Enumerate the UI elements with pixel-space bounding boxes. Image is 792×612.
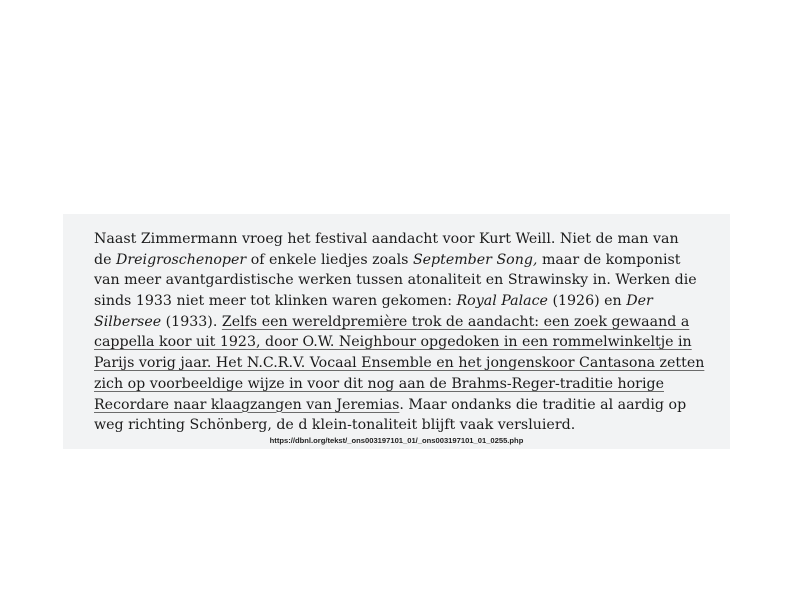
- paragraph-line: [94, 332, 709, 353]
- paragraph-line: [94, 395, 709, 416]
- text-segment: sinds 1933 niet meer tot klinken waren gekomen:: [94, 293, 457, 310]
- highlighted-passage: Zelfs een wereldpremière trok de aandacht: een zoek gewaand a: [221, 313, 690, 330]
- work-title-royal-palace: Royal Palace: [456, 293, 548, 310]
- paragraph-line: [94, 229, 709, 250]
- paragraph-line: [94, 415, 709, 436]
- text-segment: . Maar ondanks die traditie al aardig op: [399, 396, 687, 413]
- paragraph-line: [94, 312, 709, 333]
- text-segment: Naast Zimmermann vroeg het festival aandacht voor Kurt Weill. Niet de man van: [94, 231, 679, 247]
- highlighted-passage: Recordare naar klaagzangen van Jeremias: [94, 396, 400, 413]
- paragraph-line: [94, 353, 709, 374]
- text-segment: van meer avantgardistische werken tussen atonaliteit en Strawinsky in. Werken die: [94, 272, 697, 289]
- article-paragraph: [94, 229, 709, 436]
- text-segment: of enkele liedjes zoals: [246, 251, 413, 268]
- text-segment: (1933).: [161, 313, 222, 330]
- work-title-september-song: September Song,: [412, 251, 538, 268]
- text-panel: [63, 214, 730, 449]
- text-segment: de: [94, 251, 116, 268]
- work-title-der-silbersee: Silbersee: [94, 313, 162, 330]
- paragraph-line: [94, 250, 709, 271]
- highlighted-passage: zich op voorbeeldige wijze in voor dit nog aan de Brahms-Reger-traditie horige: [94, 375, 664, 392]
- paragraph-line: [94, 291, 709, 312]
- paragraph-line: [94, 374, 709, 395]
- text-segment: maar de komponist: [537, 251, 681, 268]
- paragraph-line: [94, 270, 709, 291]
- highlighted-passage: Parijs vorig jaar. Het N.C.R.V. Vocaal Ensemble en het jongenskoor Cantasona zetten: [94, 355, 705, 372]
- source-url: https://dbnl.org/tekst/_ons003197101_01/_ons003197101_01_0255.php: [269, 436, 524, 445]
- work-title-der-silbersee: Der: [626, 293, 653, 310]
- highlighted-passage: cappella koor uit 1923, door O.W. Neighbour opgedoken in een rommelwinkeltje in: [94, 334, 692, 351]
- work-title-dreigroschenoper: Dreigroschenoper: [116, 251, 247, 268]
- text-segment: weg richting Schönberg, de d klein-tonaliteit blijft vaak versluierd.: [94, 417, 576, 434]
- text-segment: (1926) en: [547, 293, 627, 310]
